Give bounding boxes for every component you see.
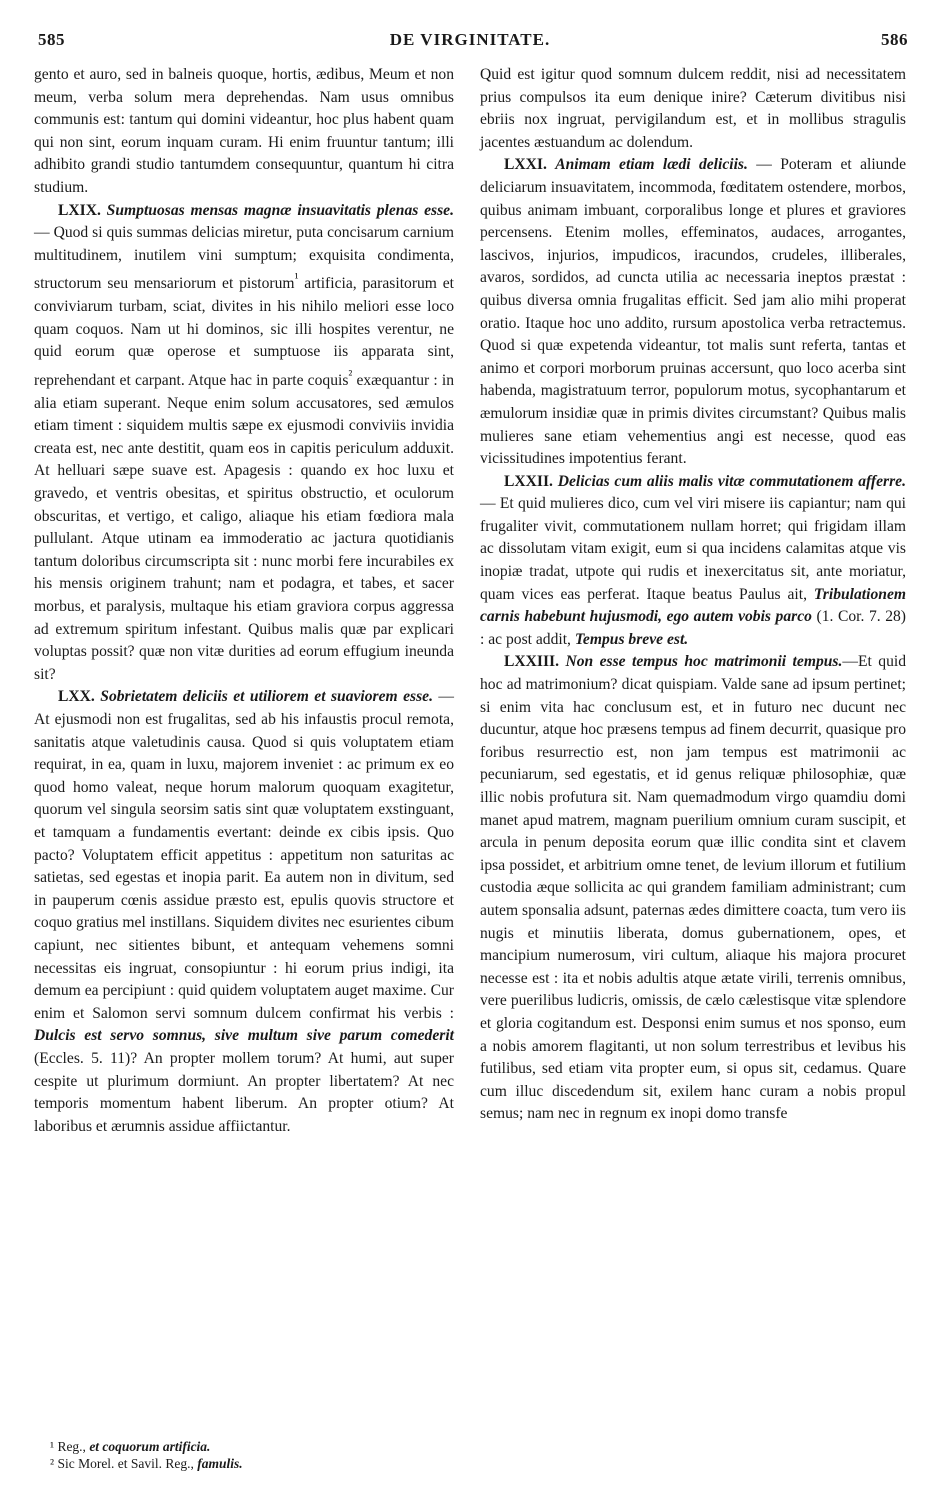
heading-dash: — — [747, 156, 781, 174]
section-lxx — [34, 686, 454, 1138]
footnote-mark: ² — [50, 1456, 55, 1471]
page-number-right: 586 — [881, 30, 908, 49]
heading-dash: — — [432, 688, 455, 706]
footnote-1 — [50, 1438, 450, 1455]
section-lxxi — [480, 154, 906, 470]
heading-dash: — — [480, 495, 500, 513]
page-number-left: 585 — [38, 30, 65, 49]
scripture-quote: Tempus breve est. — [574, 630, 689, 648]
footnote-text: Sic Morel. et Savil. Reg., — [54, 1456, 198, 1471]
scripture-quote: Dulcis est servo somnus, sive multum sive parum comederit — [34, 1027, 454, 1045]
scripture-reference: (Eccles. 5. 11)? — [34, 1049, 144, 1067]
scripture-quote: Tribulationem carnis habebunt hujusmodi, ego autem vobis parco — [480, 585, 906, 626]
section-lxxiii — [480, 651, 906, 1125]
scripture-reference: (1. Cor. 7. 28) — [811, 608, 906, 626]
section-number: LXX. — [58, 688, 95, 706]
footnote-2 — [50, 1455, 450, 1472]
section-lxix — [34, 200, 454, 687]
section-heading: Sobrietatem deliciis et utiliorem et suaviorem esse. — [100, 688, 433, 706]
section-number: LXXII. — [504, 472, 553, 490]
section-text: At ejusmodi non est frugalitas, sed ab his infaustis procul remota, sanitatis atque valetudinis causa. Quod si quis voluptatem etiam requirat, in ea, quam in luxu, majorem inveniet : ac primum ex eo quod homo valeat, neque horum malorum quoquam exagitetur, quorum vel singula seorsim satis sint quæ voluptatem exstinguant, et tamquam a fundamentis evertant: deinde ex cibis ipsis. Quo pacto? Voluptatem efficit appetitus : appetitum non saturitas ac satietas, sed egestas et inopia parit. Ea autem non in divitum, sed in pauperum cœnis assidue præsto est, epulis quovis structore et coquo gratius mel instillans. Siquidem divites nec esurientes cibum capiunt, nec sitientes bibunt, et antequam vehemens somni necessitas eis ingruat, consopiuntur : hi eorum prius indigi, ita demum ea percipiunt : quid quidem voluptatem auget maxime. Cur enim et Salomon servi somnum dulcem confirmat his verbis : — [34, 711, 454, 1022]
heading-dash: — — [34, 224, 54, 242]
section-text: exæquantur : in alia etiam superant. Neque enim solum accusatores, sed æmulos etiam timent : siquidem multis sæpe ex ejusmodi conviviis invidia creata est, nec ante destitit, quam eos in capitis periculum adduxit. At helluari sæpe suave est. Apagesis : quando ex hoc luxu et gravedo, et ventris obesitas, et spiritus obstructio, et oculorum obscuritas, et vertigo, et caligo, aliaque his etiam fœdiora mala pullulant. Atque utinam ea immoderatio ac jactura quotidianis tantum doloribus circumscripta sit : nunc morbi fere incurabiles ex his mensis originem trahunt; nam et podagra, et tabes, et sacer morbus, et paralysis, multaque his etiam graviora corpus aggressa ad extremum spiritum infestant. Quibus malis quæ par explicari voluptas possit? quæ non vitæ durities ad eorum effugium ineunda sit? — [34, 372, 454, 683]
footnote-variant: et coquorum artificia. — [89, 1439, 211, 1454]
section-text: : ac post addit, — [480, 630, 575, 648]
section-text: Et quid hoc ad matrimonium? dicat quispiam. Valde sane ad ipsum pertinet; si enim vita hac conclusum est, et in futuro nec ducunt nec ducuntur, atque hoc præsens tempus ad finem decurrit, quasique pro foribus resurrectio est, non jam tempus est matrimonii ac pecuniarum, sed egestatis, et id genus reliquæ philosophiæ, quæ illic nobis profutura sit. Nam quemadmodum virgo quamdiu domi manet apud matrem, magnam puerilium omnium curam suscipit, et arcula in penum deposita eorum quæ illic condita sint et clavem ipsa possidet, et arbitrium omne tenet, de levium illorum et futilium custodia æque sollicita ac qui grandem familiam administrant; cum autem sponsalia adsunt, paternas ædes dimittere coacta, tum vero iis nugis et minutiis liberata, domus gubernationem, opes, et mancipium numerosum, viri cultum, aliaque his majora procuret necesse est : ita et nobis adultis atque ætate virili, terrenis omnibus, vere puerilibus ludicris, omissis, de cælo cælestisque vitæ splendore et gloria cogitandum est. Desponsi enim sumus et nos sponso, eum a nobis amorem flagitanti, ut non solum terrestribus et levibus his futilibus, sed etiam vita propter eum, si opus sit, cedamus. Quare cum illuc discedendum sit, exilem hanc curam a nobis propul semus; nam nec in regnum ex inopi domo transfe — [480, 653, 906, 1123]
page-title: DE VIRGINITATE. — [389, 30, 551, 49]
footnote-ref: ² — [348, 366, 353, 382]
heading-dash: — — [842, 653, 858, 671]
footnote-text: Reg., — [54, 1439, 90, 1454]
paragraph-continued: gento et auro, sed in balneis quoque, hortis, ædibus, Meum et non meum, verba solum mera deprehendas. Nam usus omnibus communis est: tantum qui domini videantur, hoc plus habent quam qui non sint, eorum inquam curam. Hi enim fruuntur tantum; illi adhibito grandi studio tantumdem consequuntur, quantum hi citra studium. — [34, 66, 454, 196]
paragraph-continued: Quid est igitur quod somnum dulcem reddit, nisi ad necessitatem prius compulsos ita eum denique inire? Cæterum divitibus nisi ebriis nox ingruat, pervigilandum est, et in mollibus stragulis jacentes æstuandum ac dolendum. — [480, 66, 906, 151]
left-column — [34, 64, 454, 1138]
section-lxxii — [480, 471, 906, 652]
section-text: artificia, parasitorum et conviviarum turbam, sciat, divites in his nihilo meliori esse loco quam coquos. Nam ut hi dominos, sic illi hospites verentur, ne quid eorum quæ operose et sumptuose iis apparata sint, reprehendant et carpant. Atque hac in parte coquis — [34, 275, 455, 390]
section-heading: Delicias cum aliis malis vitæ commutationem afferre. — [557, 472, 906, 490]
section-number: LXXI. — [504, 156, 547, 174]
section-text: Poteram et aliunde deliciarum insuavitatem, incommoda, fœditatem ostendere, morbos, quibus animam imbuant, corporalibus longe et plures et graviores percensens. Etenim molles, effeminatos, audaces, arrogantes, lascivos, injurios, impudicos, iracundos, crudeles, illiberales, avaros, sordidos, ad cuncta utilia ac necessaria ineptos præstat : quibus diversa omnia frugalitas efficit. Sed jam alio mihi properat oratio. Itaque hoc uno addito, rursum apostolica verba retractemus. Quod si quæ expetenda videantur, tot malis sunt referta, tantas et animo et corpori morborum pruinas accersunt, quo loco acerba sint habenda, magistratuum terror, populorum motus, sycophantarum et æmulorum insidiæ quæ in primis divites circumstant? Quibus malis mulieres sane etiam vehementius angi est necesse, quod eas vicissitudines impotentius ferant. — [480, 156, 906, 468]
right-column — [480, 64, 906, 1126]
section-text: Quod si quis summas delicias miretur, puta concisarum carnium multitudinem, inutilem vini sumptum; exquisita condimenta, structorum seu mensariorum et pistorum — [34, 224, 454, 293]
section-text: Et quid mulieres dico, cum vel viri misere iis capiantur; nam qui frugaliter vivit, commutationem nullam horret; qui frigidam illam ac dissolutam vitam exigit, eum si qua incidens calamitas atque vis inopiæ tradat, utpote qui rudis et inexercitatus sit, ante moriatur, quam vices eas perferat. Itaque beatus Paulus ait, — [480, 495, 907, 603]
section-heading: Animam etiam lædi deliciis. — [555, 156, 748, 174]
section-heading: Sumptuosas mensas magnæ insuavitatis plenas esse. — [106, 201, 454, 219]
section-heading: Non esse tempus hoc matrimonii tempus. — [565, 653, 843, 671]
footnote-variant: famulis. — [197, 1456, 243, 1471]
section-number: LXXIII. — [504, 653, 560, 671]
footnotes — [50, 1438, 450, 1472]
running-head — [32, 30, 908, 56]
footnote-ref: ¹ — [294, 270, 299, 286]
section-number: LXIX. — [58, 201, 101, 219]
footnote-mark: ¹ — [50, 1439, 55, 1454]
section-text: An propter mollem torum? At humi, aut super cespite ut plurimum dormiunt. An propter libertatem? At nec temporis momentum habent liberum. An propter otium? At laboribus et ærumnis assidue affiictantur. — [34, 1049, 454, 1135]
